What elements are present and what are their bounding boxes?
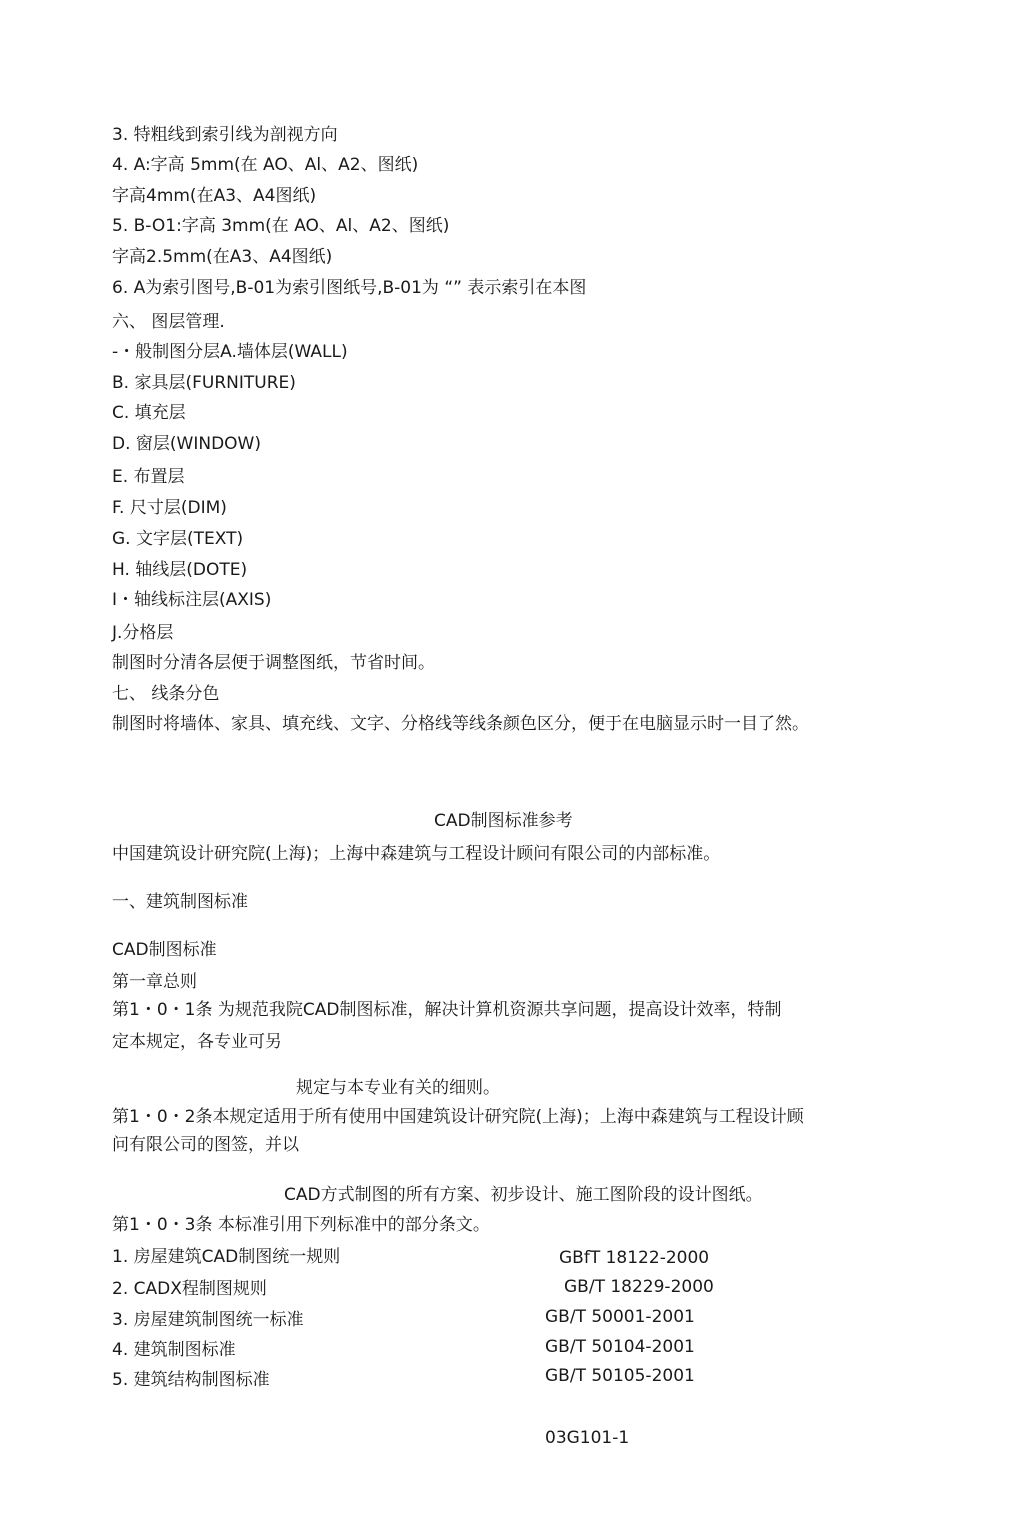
standard-name: 3. 房屋建筑制图统一标准 — [112, 1310, 304, 1330]
standard-code: GB/T 50001-2001 — [545, 1307, 695, 1327]
text-line: J.分格层 — [112, 623, 174, 643]
text-line: 字高2.5mm(在A3、A4图纸) — [112, 247, 333, 267]
text-line: 第1・0・1条 为规范我院CAD制图标准，解决计算机资源共享问题，提高设计效率，特制 — [112, 1000, 782, 1020]
text-line: C. 填充层 — [112, 403, 186, 423]
standard-name: 5. 建筑结构制图标准 — [112, 1370, 270, 1390]
section-heading: 一、建筑制图标准 — [112, 892, 248, 912]
standard-name: 1. 房屋建筑CAD制图统一规则 — [112, 1247, 341, 1267]
text-line: F. 尺寸层(DIM) — [112, 498, 227, 518]
text-line: 定本规定，各专业可另 — [112, 1032, 282, 1052]
text-line: G. 文字层(TEXT) — [112, 529, 244, 549]
text-line: D. 窗层(WINDOW) — [112, 434, 261, 454]
text-line: 第1・0・3条 本标准引用下列标准中的部分条文。 — [112, 1215, 490, 1235]
standard-code: GBfT 18122-2000 — [559, 1248, 710, 1268]
text-line: 第1・0・2条本规定适用于所有使用中国建筑设计研究院(上海)；上海中森建筑与工程设计顾 — [112, 1107, 804, 1127]
standard-name: 2. CADX程制图规则 — [112, 1279, 267, 1299]
section-heading: 六、 图层管理. — [112, 312, 225, 332]
sub-heading: CAD制图标准 — [112, 940, 217, 960]
text-line: 中国建筑设计研究院(上海)；上海中森建筑与工程设计顾问有限公司的内部标准。 — [112, 844, 721, 864]
text-line: I・轴线标注层(AXIS) — [112, 590, 272, 610]
text-line: 规定与本专业有关的细则。 — [296, 1078, 500, 1098]
standard-code: GB/T 18229-2000 — [564, 1277, 714, 1297]
text-line: 制图时分清各层便于调整图纸，节省时间。 — [112, 653, 435, 673]
text-line: 6. A为索引图号,B-01为索引图纸号,B-01为 “” 表示索引在本图 — [112, 278, 587, 298]
text-line: 字高4mm(在A3、A4图纸) — [112, 186, 317, 206]
text-line: CAD方式制图的所有方案、初步设计、施工图阶段的设计图纸。 — [284, 1185, 763, 1205]
text-line: 4. A:字高 5mm(在 AO、Al、A2、图纸) — [112, 155, 419, 175]
chapter-heading: 第一章总则 — [112, 972, 197, 992]
standard-name: 4. 建筑制图标准 — [112, 1340, 236, 1360]
section-heading: 七、 线条分色 — [112, 684, 220, 704]
text-line: E. 布置层 — [112, 467, 185, 487]
standard-code: GB/T 50104-2001 — [545, 1337, 695, 1357]
text-line: 问有限公司的图签，并以 — [112, 1135, 299, 1155]
text-line: H. 轴线层(DOTE) — [112, 560, 248, 580]
document-title: CAD制图标准参考 — [434, 811, 573, 831]
text-line: 3. 特粗线到索引线为剖视方向 — [112, 125, 338, 145]
text-line: -・般制图分层A.墙体层(WALL) — [112, 342, 348, 362]
text-line: B. 家具层(FURNITURE) — [112, 373, 296, 393]
footer-code: 03G101-1 — [545, 1428, 630, 1448]
text-line: 5. B-O1:字高 3mm(在 AO、Al、A2、图纸) — [112, 216, 450, 236]
standard-code: GB/T 50105-2001 — [545, 1366, 695, 1386]
text-line: 制图时将墙体、家具、填充线、文字、分格线等线条颜色区分，便于在电脑显示时一目了然。 — [112, 714, 809, 734]
